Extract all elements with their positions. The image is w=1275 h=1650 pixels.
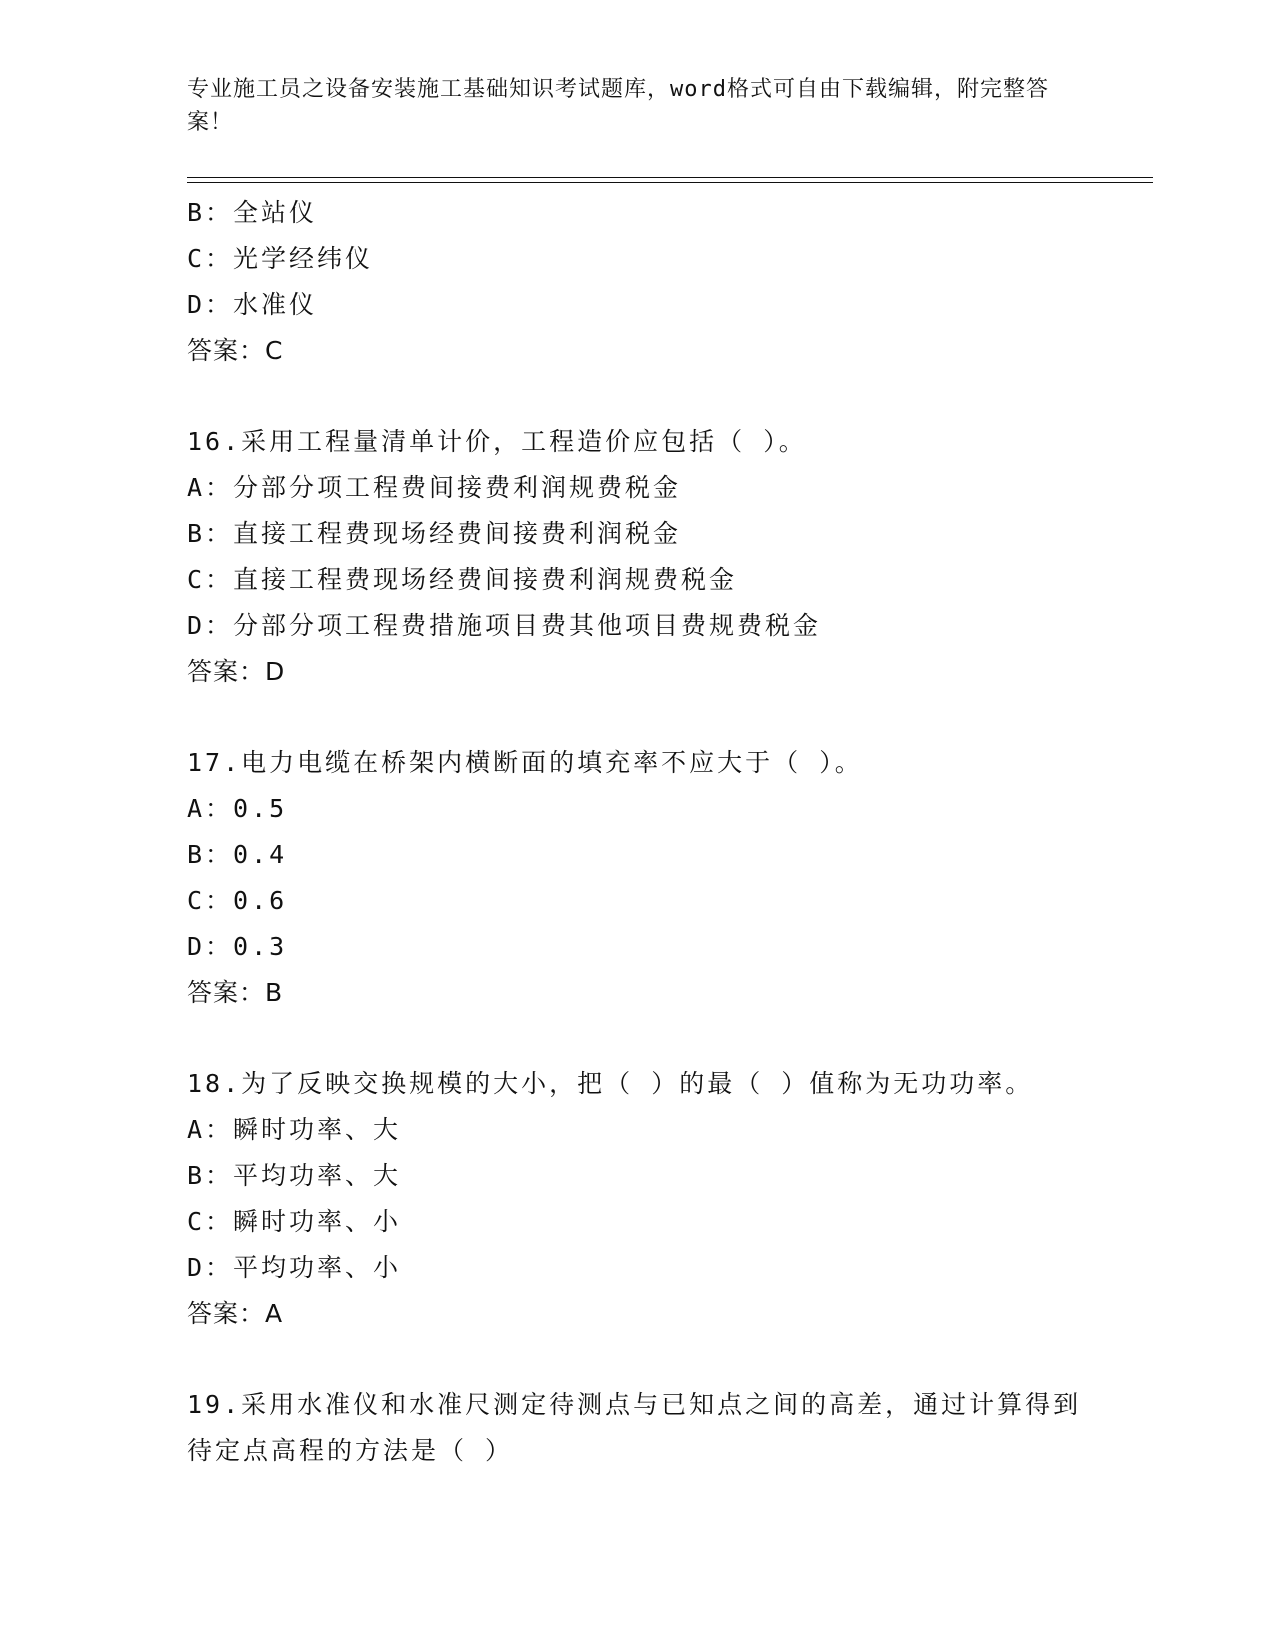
question-19: 19.采用水准仪和水准尺测定待测点与已知点之间的高差，通过计算得到待定点高程的方法是（ ） bbox=[187, 1390, 1082, 1465]
q17-option-d: D：0.3 bbox=[187, 932, 288, 961]
prev-option-c: C：光学经纬仪 bbox=[187, 244, 374, 273]
prev-option-b: B：全站仪 bbox=[187, 198, 318, 227]
q18-option-d: D：平均功率、小 bbox=[187, 1253, 402, 1282]
question-18: 18.为了反映交换规模的大小，把（ ）的最（ ）值称为无功功率。 bbox=[187, 1069, 1034, 1098]
q18-option-b: B：平均功率、大 bbox=[187, 1161, 402, 1190]
q18-answer: 答案：A bbox=[187, 1299, 284, 1328]
q16-option-a: A：分部分项工程费间接费利润规费税金 bbox=[187, 473, 682, 502]
q18-option-a: A：瞬时功率、大 bbox=[187, 1115, 402, 1144]
q16-option-b: B：直接工程费现场经费间接费利润税金 bbox=[187, 519, 682, 548]
header-rule-top bbox=[187, 177, 1153, 178]
q18-option-c: C：瞬时功率、小 bbox=[187, 1207, 402, 1236]
q16-answer: 答案：D bbox=[187, 657, 286, 686]
prev-answer: 答案：C bbox=[187, 336, 284, 365]
prev-option-d: D：水准仪 bbox=[187, 290, 318, 319]
q17-option-a: A：0.5 bbox=[187, 794, 288, 823]
header-rule-bottom bbox=[187, 182, 1153, 183]
q17-option-c: C：0.6 bbox=[187, 886, 288, 915]
question-16: 16.采用工程量清单计价，工程造价应包括（ ）。 bbox=[187, 427, 807, 456]
document-header: 专业施工员之设备安装施工基础知识考试题库，word格式可自由下载编辑，附完整答案！ bbox=[187, 77, 1049, 135]
q16-option-c: C：直接工程费现场经费间接费利润规费税金 bbox=[187, 565, 738, 594]
q17-option-b: B：0.4 bbox=[187, 840, 288, 869]
q16-option-d: D：分部分项工程费措施项目费其他项目费规费税金 bbox=[187, 611, 822, 640]
question-list bbox=[187, 190, 1087, 1474]
question-17: 17.电力电缆在桥架内横断面的填充率不应大于（ ）。 bbox=[187, 748, 863, 777]
q17-answer: 答案：B bbox=[187, 978, 284, 1007]
